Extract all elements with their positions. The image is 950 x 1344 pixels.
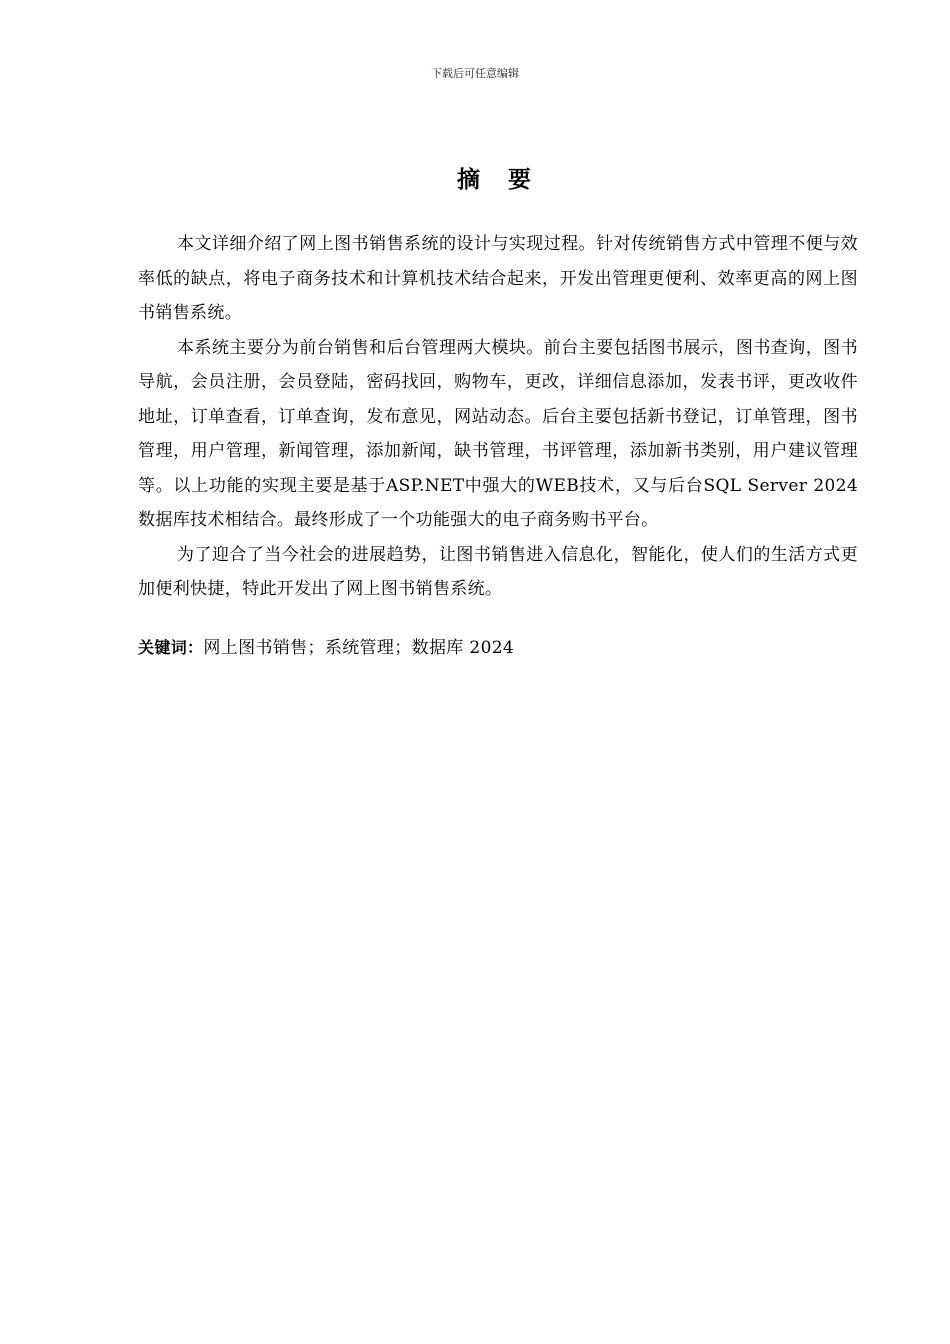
abstract-paragraph-2: 本系统主要分为前台销售和后台管理两大模块。前台主要包括图书展示，图书查询，图书导航，会员注册，会员登陆，密码找回，购物车，更改，详细信息添加，发表书评，更改收件地址，订单查看，订单查询，发布意见，网站动态。后台主要包括新书登记，订单管理，图书管理，用户管理，新闻管理，添加新闻，缺书管理，书评管理，添加新书类别，用户建议管理等。以上功能的实现主要是基于ASP.NET中强大的WEB技术，又与后台SQL Server 2024数据库技术相结合。最终形成了一个功能强大的电子商务购书平台。 (138, 337, 858, 530)
abstract-paragraph-3: 为了迎合了当今社会的进展趋势，让图书销售进入信息化，智能化，使人们的生活方式更加便利快捷，特此开发出了网上图书销售系统。 (138, 544, 858, 599)
abstract-body (138, 227, 858, 665)
abstract-paragraph-1: 本文详细介绍了网上图书销售系统的设计与实现过程。针对传统销售方式中管理不便与效率低的缺点，将电子商务技术和计算机技术结合起来，开发出管理更便利、效率更高的网上图书销售系统。 (138, 234, 858, 323)
keywords-label: 关键词： (138, 637, 204, 657)
abstract-title: 摘 要 (456, 166, 541, 193)
keywords-line (138, 631, 858, 666)
header-note: 下载后可任意编辑 (431, 67, 519, 80)
keywords-text: 网上图书销售；系统管理；数据库 2024 (203, 637, 515, 658)
